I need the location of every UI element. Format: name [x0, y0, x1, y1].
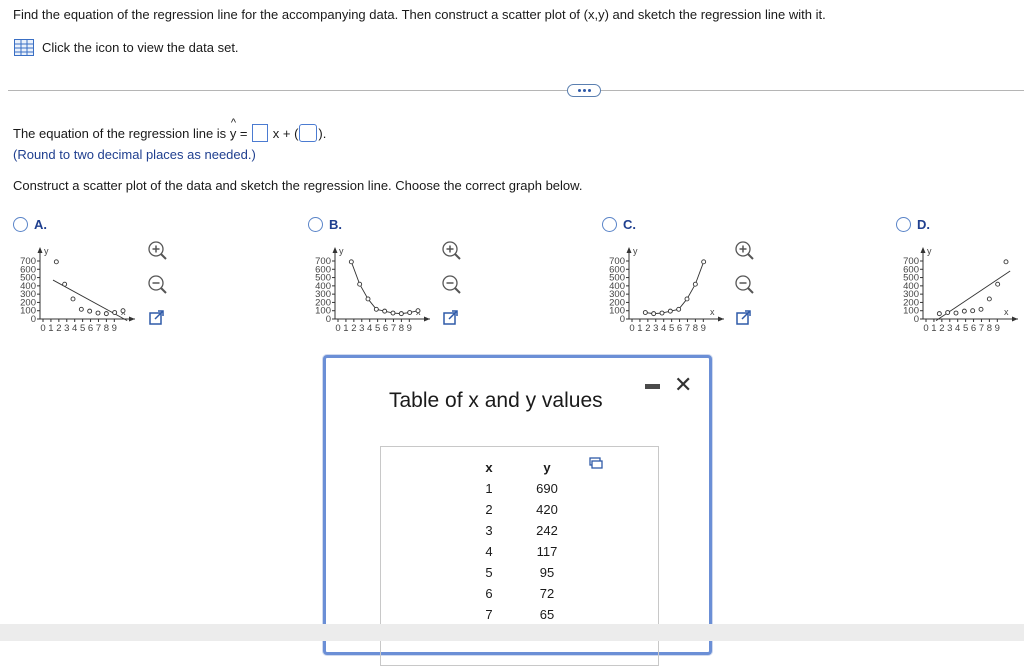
option-header[interactable] [602, 217, 636, 232]
data-point [113, 311, 117, 315]
scatter-graph [594, 237, 724, 357]
data-point [391, 311, 395, 315]
equation-row [13, 124, 326, 142]
x-tick-label: 6 [382, 323, 389, 334]
y-axis-label: y [633, 246, 638, 256]
x-tick-label: 7 [95, 323, 102, 334]
y-axis-label: y [339, 246, 344, 256]
y-tick-label: 700 [20, 256, 36, 267]
y-tick-label: 600 [609, 264, 625, 276]
option-label: B. [329, 217, 342, 232]
data-point [996, 282, 1000, 286]
x-tick-label: 2 [939, 323, 945, 334]
zoom-out-icon[interactable] [441, 274, 461, 294]
data-point [121, 309, 125, 313]
table-row [481, 478, 567, 499]
x-tick-label: 7 [684, 323, 691, 334]
x-tick-label: 2 [56, 323, 62, 334]
option-header[interactable] [896, 217, 930, 232]
data-point [677, 307, 681, 311]
table-row [481, 541, 567, 562]
y-tick-label: 400 [315, 280, 331, 292]
data-point [693, 282, 697, 286]
x-tick-label: 3 [359, 323, 365, 334]
x-tick-label: 8 [986, 323, 993, 334]
data-point [987, 297, 991, 301]
y-tick-label: 200 [609, 297, 625, 309]
cell-x: 3 [485, 523, 493, 538]
cell-x: 2 [485, 502, 493, 517]
data-point [643, 311, 647, 315]
option-c[interactable] [602, 217, 715, 334]
x-tick-label: 3 [64, 323, 70, 334]
cell-y: 117 [536, 544, 558, 559]
radio-button[interactable] [13, 217, 28, 232]
close-icon[interactable]: ✕ [674, 372, 693, 397]
x-tick-label: 1 [637, 323, 643, 334]
x-tick-label: 4 [367, 323, 373, 334]
header-y: y [543, 460, 551, 475]
y-tick-label: 400 [903, 280, 919, 292]
construct-prompt: Construct a scatter plot of the data and sketch the regression line. Choose the correct graph below. [13, 178, 583, 193]
data-point [71, 297, 75, 301]
y-tick-label: 100 [20, 305, 36, 317]
x-tick-label: 9 [994, 323, 1000, 334]
x-tick-label: 6 [676, 323, 683, 334]
x-tick-label: 5 [374, 323, 381, 334]
cell-y: 72 [539, 586, 555, 601]
data-point [979, 307, 983, 311]
x-tick-label: 5 [79, 323, 86, 334]
data-point [660, 311, 664, 315]
data-point [104, 312, 108, 316]
x-tick-label: 8 [692, 323, 699, 334]
data-point [946, 311, 950, 315]
y-tick-label: 400 [20, 280, 36, 292]
x-tick-label: 3 [947, 323, 953, 334]
data-point [962, 309, 966, 313]
scatter-graph [5, 237, 135, 357]
data-point [668, 309, 672, 313]
option-d[interactable] [896, 217, 1009, 334]
x-tick-label: 1 [931, 323, 937, 334]
cell-x: 4 [485, 544, 493, 559]
table-row [481, 520, 567, 541]
x-tick-label: 1 [48, 323, 54, 334]
scatter-graph [888, 237, 1018, 357]
table-row [481, 583, 567, 604]
option-header[interactable] [308, 217, 342, 232]
cell-x: 6 [485, 586, 493, 601]
copy-icon[interactable] [589, 457, 603, 469]
x-tick-label: 0 [335, 323, 341, 334]
regression-curve [351, 262, 418, 314]
data-point [971, 309, 975, 313]
x-axis-label: x [1004, 307, 1009, 317]
expand-icon[interactable] [147, 308, 167, 328]
y-tick-label: 300 [20, 289, 36, 301]
data-point [408, 311, 412, 315]
y-tick-label: 100 [903, 305, 919, 317]
x-tick-label: 2 [351, 323, 357, 334]
divider [8, 90, 1024, 91]
option-header[interactable] [13, 217, 47, 232]
x-axis-label: x [710, 307, 715, 317]
y-tick-label: 500 [609, 272, 625, 284]
y-tick-label: 500 [20, 272, 36, 284]
x-tick-label: 7 [978, 323, 985, 334]
data-point [96, 311, 100, 315]
bottom-bar [0, 624, 1024, 641]
data-point [652, 312, 656, 316]
graph-tools [147, 240, 167, 328]
y-tick-label: 700 [903, 256, 919, 267]
option-label: D. [917, 217, 930, 232]
intercept-input[interactable] [299, 124, 317, 142]
y-hat-symbol: ^ y [230, 126, 237, 141]
x-tick-label: 5 [962, 323, 969, 334]
option-b[interactable] [308, 217, 412, 334]
data-point [54, 260, 58, 264]
round-note: (Round to two decimal places as needed.) [13, 147, 256, 162]
y-tick-label: 200 [20, 297, 36, 309]
x-tick-label: 6 [970, 323, 977, 334]
y-tick-label: 300 [903, 289, 919, 301]
x-tick-label: 7 [390, 323, 397, 334]
cell-x: 1 [485, 481, 493, 496]
cell-x: 5 [485, 565, 493, 580]
graph-tools [734, 240, 754, 328]
data-point [1004, 260, 1008, 264]
x-tick-label: 0 [629, 323, 635, 334]
data-point [383, 309, 387, 313]
x-tick-label: 8 [103, 323, 110, 334]
data-point [416, 309, 420, 313]
y-tick-label: 0 [619, 314, 625, 325]
zoom-in-icon[interactable] [734, 240, 754, 260]
data-point [349, 260, 353, 264]
y-tick-label: 600 [315, 264, 331, 276]
table-row [481, 499, 567, 520]
data-table [481, 457, 567, 646]
option-a[interactable] [13, 217, 117, 334]
data-point [399, 312, 403, 316]
y-tick-label: 300 [609, 289, 625, 301]
radio-button[interactable] [602, 217, 617, 232]
x-tick-label: 5 [668, 323, 675, 334]
x-tick-label: 0 [923, 323, 929, 334]
y-axis-label: y [927, 246, 932, 256]
grid-icon[interactable] [14, 39, 34, 56]
data-point [79, 307, 83, 311]
more-icon[interactable] [567, 84, 601, 97]
y-tick-label: 600 [903, 264, 919, 276]
radio-button[interactable] [308, 217, 323, 232]
cell-y: 242 [536, 523, 558, 538]
table-row [481, 604, 567, 625]
data-point [88, 309, 92, 313]
y-tick-label: 700 [609, 256, 625, 267]
y-tick-label: 0 [325, 314, 331, 325]
expand-icon[interactable] [734, 308, 754, 328]
zoom-out-icon[interactable] [734, 274, 754, 294]
x-tick-label: 3 [653, 323, 659, 334]
table-row [481, 562, 567, 583]
data-point [685, 297, 689, 301]
zoom-in-icon[interactable] [147, 240, 167, 260]
radio-button[interactable] [896, 217, 911, 232]
x-tick-label: 6 [87, 323, 94, 334]
data-point [702, 260, 706, 264]
cell-y: 95 [539, 565, 555, 580]
cell-y: 420 [536, 502, 558, 517]
x-tick-label: 1 [343, 323, 349, 334]
data-table-popup [323, 355, 712, 655]
dataset-link[interactable] [14, 39, 239, 56]
zoom-in-icon[interactable] [441, 240, 461, 260]
data-point [937, 312, 941, 316]
y-tick-label: 500 [903, 272, 919, 284]
scatter-graph [300, 237, 430, 357]
zoom-out-icon[interactable] [147, 274, 167, 294]
popup-title: Table of x and y values [389, 389, 603, 412]
y-tick-label: 600 [20, 264, 36, 276]
x-tick-label: 9 [406, 323, 412, 334]
data-point [374, 307, 378, 311]
cell-x: 7 [485, 607, 493, 622]
y-tick-label: 100 [315, 305, 331, 317]
x-tick-label: 2 [645, 323, 651, 334]
data-point [63, 282, 67, 286]
x-tick-label: 4 [661, 323, 667, 334]
option-label: A. [34, 217, 47, 232]
y-tick-label: 0 [913, 314, 919, 325]
equation-close: ). [318, 125, 327, 141]
x-tick-label: 9 [700, 323, 706, 334]
slope-input[interactable] [252, 124, 268, 142]
y-tick-label: 400 [609, 280, 625, 292]
dataset-link-label[interactable]: Click the icon to view the data set. [42, 40, 239, 55]
expand-icon[interactable] [441, 308, 461, 328]
equation-prefix: The equation of the regression line is [13, 125, 230, 141]
x-tick-label: 8 [398, 323, 405, 334]
equation-equals: = [236, 125, 252, 141]
option-label: C. [623, 217, 636, 232]
x-tick-label: 9 [111, 323, 117, 334]
y-tick-label: 100 [609, 305, 625, 317]
y-axis-label: y [44, 246, 49, 256]
y-tick-label: 700 [315, 256, 331, 267]
data-point [366, 297, 370, 301]
x-tick-label: 0 [40, 323, 46, 334]
y-tick-label: 0 [30, 314, 36, 325]
equation-x-plus: x + ( [269, 125, 299, 141]
minimize-icon[interactable] [645, 384, 660, 389]
y-tick-label: 200 [903, 297, 919, 309]
data-point [954, 311, 958, 315]
cell-y: 65 [539, 607, 555, 622]
data-point [358, 282, 362, 286]
y-tick-label: 300 [315, 289, 331, 301]
graph-tools [441, 240, 461, 328]
cell-y: 690 [536, 481, 558, 496]
header-x: x [485, 460, 493, 475]
question-text: Find the equation of the regression line for the accompanying data. Then construct a scatter plot of (x,y) and sketch the regression line with it. [13, 7, 826, 22]
x-tick-label: 4 [72, 323, 78, 334]
x-tick-label: 4 [955, 323, 961, 334]
y-tick-label: 200 [315, 297, 331, 309]
regression-curve [645, 262, 703, 314]
y-tick-label: 500 [315, 272, 331, 284]
